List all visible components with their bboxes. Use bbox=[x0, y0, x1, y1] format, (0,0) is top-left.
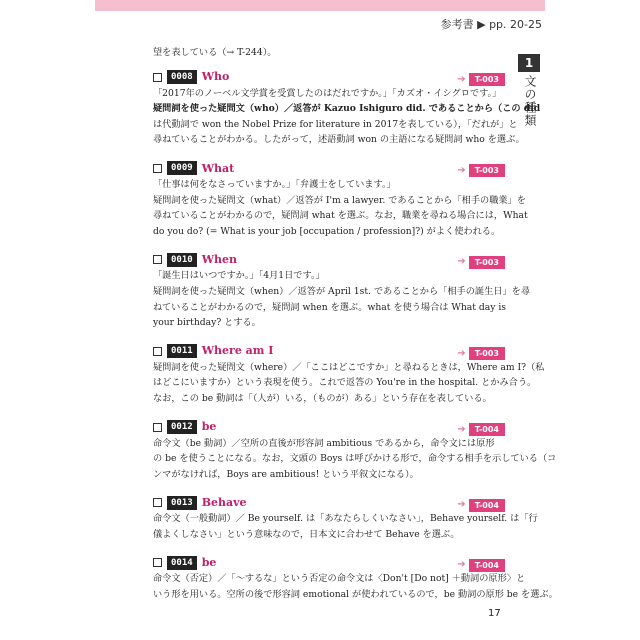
question-number: 0013 bbox=[167, 496, 197, 510]
answer-word: What bbox=[201, 161, 235, 175]
arrow-right-icon: ➔ bbox=[457, 347, 466, 359]
entry-0014 bbox=[153, 554, 558, 602]
checkbox[interactable] bbox=[153, 423, 162, 432]
checkbox[interactable] bbox=[153, 255, 162, 264]
explanation-line: do you do? (= What is your job [occupation / profession]?) がよく使われる。 bbox=[153, 225, 501, 237]
arrow-right-icon: ➔ bbox=[457, 164, 466, 176]
explanation-line: 「2017年のノーベル文学賞を受賞したのはだれですか。」「カズオ・イシグロです。」 bbox=[153, 87, 502, 99]
entry-header bbox=[153, 69, 505, 86]
explanation-line: 命令文（否定）／「～するな」という否定の命令文は〈Don't [Do not] ＋動詞の原形〉と bbox=[153, 573, 526, 585]
entry-header bbox=[153, 251, 505, 268]
explanation-line: はどこにいますか）という表現を使う。これで返答の You're in the hospital. とかみ合う。 bbox=[153, 377, 537, 389]
topic-tag bbox=[457, 254, 505, 270]
explanation-line: 命令文（一般動詞）／ Be yourself. は「あなたらしくいなさい」，Behave yourself. は「行 bbox=[153, 513, 538, 525]
entry-header bbox=[153, 160, 505, 177]
explanation-line: 「仕事は何をなさっていますか。」「弁護士をしています。」 bbox=[153, 178, 396, 190]
question-number: 0014 bbox=[167, 556, 197, 570]
entry-header bbox=[153, 419, 505, 436]
explanation-line: 疑問詞を使った疑問文（who）／返答が Kazuo Ishiguro did. であることから（この did bbox=[153, 103, 541, 115]
entry-0013 bbox=[153, 494, 538, 542]
checkbox[interactable] bbox=[153, 498, 162, 507]
question-number: 0009 bbox=[167, 161, 197, 175]
explanation-line: ンマがなければ，Boys are ambitious! という平叙文になる）。 bbox=[153, 468, 419, 480]
arrow-right-icon: ➔ bbox=[457, 559, 466, 571]
checkbox[interactable] bbox=[153, 164, 162, 173]
topic-tag-label: T-004 bbox=[469, 423, 505, 436]
explanation-line: の be を使うことになる。なお，文頭の Boys は呼びかける形で，命令する相手を示している（コ bbox=[153, 453, 557, 465]
question-number: 0008 bbox=[167, 70, 197, 84]
topic-tag-label: T-003 bbox=[469, 164, 505, 177]
page-number: 17 bbox=[488, 608, 501, 619]
explanation-line: なお，この be 動詞は「（人が）いる，（ものが）ある」という存在を表している。 bbox=[153, 392, 492, 404]
topic-tag-label: T-003 bbox=[469, 73, 505, 86]
answer-word: When bbox=[201, 253, 238, 267]
entry-0012 bbox=[153, 419, 557, 483]
explanation-line: your birthday? とする。 bbox=[153, 317, 261, 329]
arrow-right-icon: ➔ bbox=[457, 423, 466, 435]
topic-tag-label: T-003 bbox=[469, 256, 505, 269]
checkbox[interactable] bbox=[153, 73, 162, 82]
arrow-right-icon: ➔ bbox=[457, 499, 466, 511]
topic-tag-label: T-003 bbox=[469, 347, 505, 360]
explanation-line: ねていることがわかるので，疑問詞 when を選ぶ。what を使う場合は What day is bbox=[153, 301, 506, 313]
answer-word: be bbox=[201, 420, 217, 434]
explanation-line: 尋ねていることがわかる。したがって，述語動詞 won の主語になる疑問詞 who を選ぶ。 bbox=[153, 134, 525, 146]
chapter-title: 文の種類 bbox=[523, 75, 537, 127]
entry-header bbox=[153, 343, 505, 360]
question-number: 0012 bbox=[167, 420, 197, 434]
entry-header bbox=[153, 494, 505, 511]
explanation-line: 疑問詞を使った疑問文（where）／「ここはどこですか」と尋ねるときは，Where am I?（私 bbox=[153, 361, 545, 373]
checkbox[interactable] bbox=[153, 347, 162, 356]
answer-word: Behave bbox=[201, 495, 247, 509]
intro-text: 望を表している（→ T-244）。 bbox=[153, 47, 277, 58]
explanation-line: 儀よくしなさい」という意味なので，日本文に合わせて Behave を選ぶ。 bbox=[153, 528, 460, 540]
explanation-line: は代動詞で won the Nobel Prize for literature in 2017を表している），「だれが」と bbox=[153, 118, 518, 130]
arrow-right-icon: ➔ bbox=[457, 256, 466, 268]
answer-word: be bbox=[201, 556, 217, 570]
entry-0009 bbox=[153, 160, 528, 239]
topic-tag bbox=[457, 346, 505, 362]
chapter-tab bbox=[518, 54, 540, 127]
topic-tag bbox=[457, 497, 505, 513]
chapter-number: 1 bbox=[518, 54, 540, 72]
explanation-line: 「誕生日はいつですか。」「4月1日です。」 bbox=[153, 270, 325, 282]
topic-tag-label: T-004 bbox=[469, 559, 505, 572]
entry-0010 bbox=[153, 251, 531, 330]
explanation-line: 命令文（be 動詞）／空所の直後が形容詞 ambitious であるから，命令文には原形 bbox=[153, 437, 495, 449]
entry-header bbox=[153, 554, 505, 571]
question-number: 0011 bbox=[167, 344, 197, 358]
topic-tag bbox=[457, 557, 505, 573]
arrow-right-icon: ➔ bbox=[457, 73, 466, 85]
explanation-line: 尋ねていることがわかるので，疑問詞 what を選ぶ。なお，職業を尋ねる場合には，What bbox=[153, 210, 528, 222]
topic-tag bbox=[457, 163, 505, 179]
topic-tag-label: T-004 bbox=[469, 499, 505, 512]
header-band bbox=[95, 0, 545, 11]
answer-word: Who bbox=[201, 70, 230, 84]
reference-pages: 参考書 ▶ pp. 20-25 bbox=[440, 18, 542, 31]
topic-tag bbox=[457, 422, 505, 438]
question-number: 0010 bbox=[167, 253, 197, 267]
topic-tag bbox=[457, 72, 505, 88]
explanation-line: 疑問詞を使った疑問文（what）／返答が I'm a lawyer. であることから「相手の職業」を bbox=[153, 194, 526, 206]
checkbox[interactable] bbox=[153, 558, 162, 567]
answer-word: Where am I bbox=[201, 344, 274, 358]
explanation-line: 疑問詞を使った疑問文（when）／返答が April 1st. であることから「相手の誕生日」を尋 bbox=[153, 285, 531, 297]
entry-0011 bbox=[153, 343, 545, 407]
explanation-line: いう形を用いる。空所の後で形容詞 emotional が使われているので，be 動詞の原形 be を選ぶ。 bbox=[153, 589, 558, 601]
